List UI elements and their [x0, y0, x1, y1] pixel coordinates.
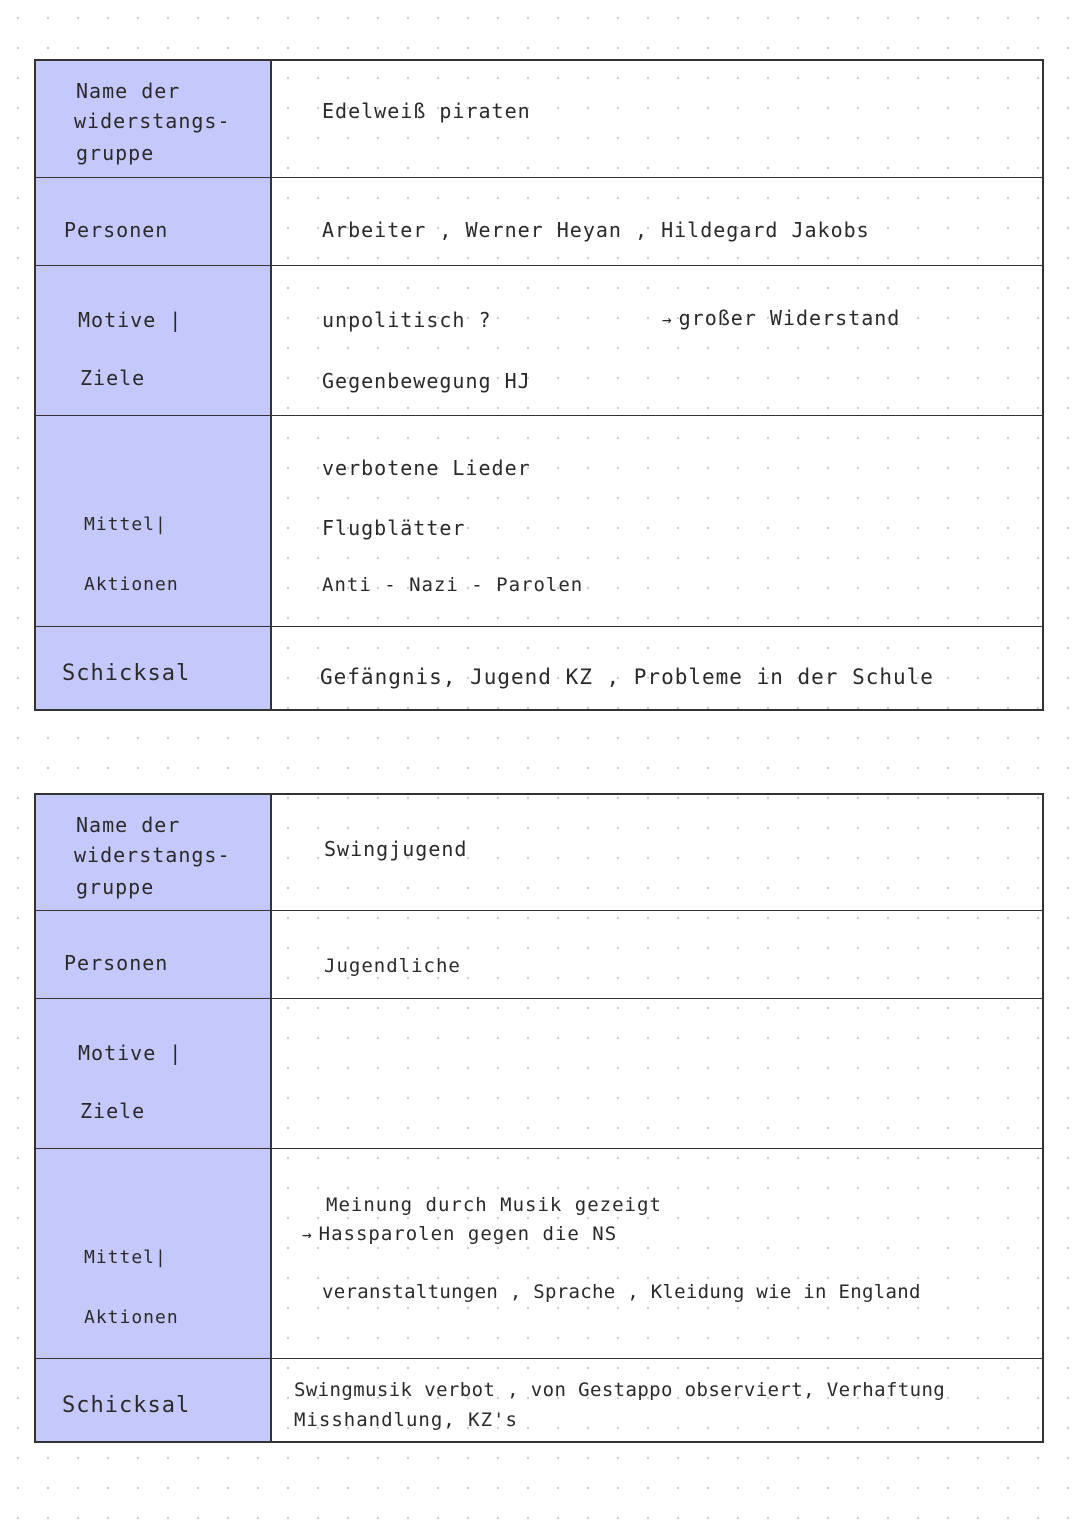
label-aktionen: Aktionen: [84, 1307, 179, 1328]
group-name-value: Edelweiß piraten: [322, 99, 531, 123]
row-name: [36, 61, 1042, 178]
label-cell: [36, 266, 272, 415]
value-cell: [272, 1149, 1042, 1358]
label-name-line2: widerstangs-: [74, 843, 231, 867]
value-cell: [272, 999, 1042, 1148]
label-name-line1: Name der: [76, 813, 181, 837]
label-cell: [36, 911, 272, 998]
label-cell: [36, 1359, 272, 1441]
label-name-line2: widerstangs-: [74, 109, 231, 133]
mittel-value-2: [302, 1223, 617, 1245]
schicksal-value-2: Misshandlung, KZ's: [294, 1409, 518, 1431]
label-personen: Personen: [64, 951, 169, 975]
value-cell: [272, 627, 1042, 709]
personen-value: Arbeiter , Werner Heyan , Hildegard Jakobs: [322, 218, 870, 242]
schicksal-value: Gefängnis, Jugend KZ , Probleme in der Schule: [320, 665, 934, 689]
label-schicksal: Schicksal: [62, 1393, 191, 1418]
arrow-right-icon: →: [662, 310, 673, 329]
label-name-line3: gruppe: [76, 141, 155, 165]
label-cell: [36, 1149, 272, 1358]
row-personen: [36, 178, 1042, 266]
row-schicksal: [36, 1359, 1042, 1441]
row-mittel-aktionen: [36, 416, 1042, 627]
mittel-value-3: Anti - Nazi - Parolen: [322, 574, 584, 596]
label-ziele: Ziele: [80, 366, 146, 390]
row-mittel-aktionen: [36, 1149, 1042, 1359]
value-cell: [272, 795, 1042, 910]
schicksal-value-1: Swingmusik verbot , von Gestappo observiert, Verhaftung: [294, 1379, 946, 1401]
value-cell: [272, 266, 1042, 415]
label-mittel: Mittel|: [84, 514, 167, 535]
motive-note-text: großer Widerstand: [678, 306, 901, 330]
motive-value-2: Gegenbewegung HJ: [322, 369, 531, 393]
label-name-line3: gruppe: [76, 875, 155, 899]
group-name-value: Swingjugend: [324, 837, 468, 861]
label-cell: [36, 795, 272, 910]
value-cell: [272, 416, 1042, 626]
value-cell: [272, 61, 1042, 177]
label-personen: Personen: [64, 218, 169, 242]
value-cell: [272, 1359, 1042, 1441]
label-motive: Motive |: [78, 1041, 183, 1065]
resistance-card-swingjugend: [34, 793, 1044, 1443]
label-ziele: Ziele: [80, 1099, 146, 1123]
label-cell: [36, 416, 272, 626]
row-schicksal: [36, 627, 1042, 709]
label-cell: [36, 61, 272, 177]
label-aktionen: Aktionen: [84, 574, 179, 595]
mittel-value-1: Meinung durch Musik gezeigt: [326, 1194, 662, 1216]
row-name: [36, 795, 1042, 911]
label-cell: [36, 178, 272, 265]
motive-value-1: unpolitisch ?: [322, 308, 492, 332]
mittel-value-1: verbotene Lieder: [322, 456, 531, 480]
mittel-value-3: veranstaltungen , Sprache , Kleidung wie in England: [322, 1281, 921, 1303]
mittel-value-2: Flugblätter: [322, 516, 466, 540]
row-motive-ziele: [36, 999, 1042, 1149]
resistance-card-edelweiss: [34, 59, 1044, 711]
label-cell: [36, 627, 272, 709]
row-motive-ziele: [36, 266, 1042, 416]
label-motive: Motive |: [78, 308, 183, 332]
label-schicksal: Schicksal: [62, 661, 191, 686]
label-name-line1: Name der: [76, 79, 181, 103]
mittel-value-2-text: Hassparolen gegen die NS: [318, 1223, 618, 1245]
value-cell: [272, 178, 1042, 265]
motive-note: [662, 306, 900, 330]
value-cell: [272, 911, 1042, 998]
label-mittel: Mittel|: [84, 1247, 167, 1268]
row-personen: [36, 911, 1042, 999]
personen-value: Jugendliche: [324, 955, 461, 977]
label-cell: [36, 999, 272, 1148]
arrow-right-icon: →: [302, 1225, 313, 1244]
